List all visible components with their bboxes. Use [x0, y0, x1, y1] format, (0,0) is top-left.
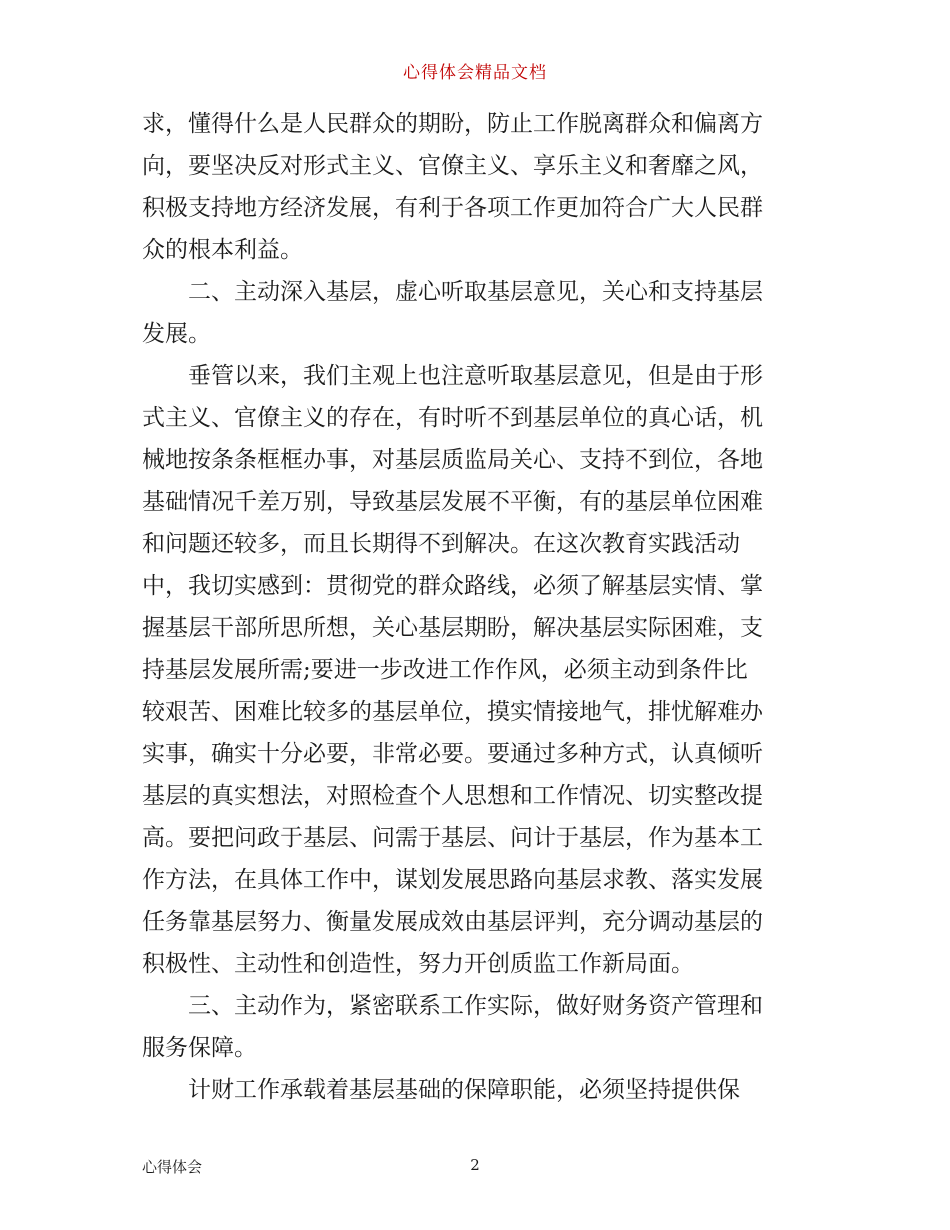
paragraph-3: 垂管以来，我们主观上也注意听取基层意见，但是由于形 式主义、官僚主义的存在，有时听不到基层单位的真心话，机 械地按条条框框办事，对基层质监局关心、支持不到位，各地 基础情况千差万别，导致基层发展不平衡，有的基层单位困难 和问题还较多，而且长期得不到解决。在这次教育实践活动 中，我切实感到：贯彻党的群众路线，必须了解基层实情、掌 握基层干部所思所想，关心基层期盼，解决基层实际困难，支 持基层发展所需;要进一步改进工作作风，必须主动到条件比 较艰苦、困难比较多的基层单位，摸实情接地气，排忧解难办 实事，确实十分必要，非常必要。要通过多种方式，认真倾听 基层的真实想法，对照检查个人思想和工作情况、切实整改提 高。要把问政于基层、问需于基层、问计于基层，作为基本工 作方法，在具体工作中，谋划发展思路向基层求教、落实发展 任务靠基层努力、衡量发展成效由基层评判，充分调动基层的 积极性、主动性和创造性，努力开创质监工作新局面。: [142, 363, 763, 977]
paragraph-4: 三、主动作为，紧密联系工作实际，做好财务资产管理和 服务保障。: [142, 993, 763, 1061]
footer-label: 心得体会: [142, 1158, 203, 1176]
paragraph-2: 二、主动深入基层，虚心听取基层意见，关心和支持基层 发展。: [142, 279, 763, 347]
paragraph-1: 求，懂得什么是人民群众的期盼，防止工作脱离群众和偏离方 向，要坚决反对形式主义、官僚主义、享乐主义和奢靡之风， 积极支持地方经济发展，有利于各项工作更加符合广大人民群 众的根本利益。: [142, 111, 763, 263]
footer-page-number: 2: [470, 1156, 480, 1174]
document-body: [142, 103, 810, 1111]
paragraph-5: 计财工作承载着基层基础的保障职能，必须坚持提供保: [142, 1077, 740, 1103]
page-header-title: 心得体会精品文档: [403, 63, 547, 83]
